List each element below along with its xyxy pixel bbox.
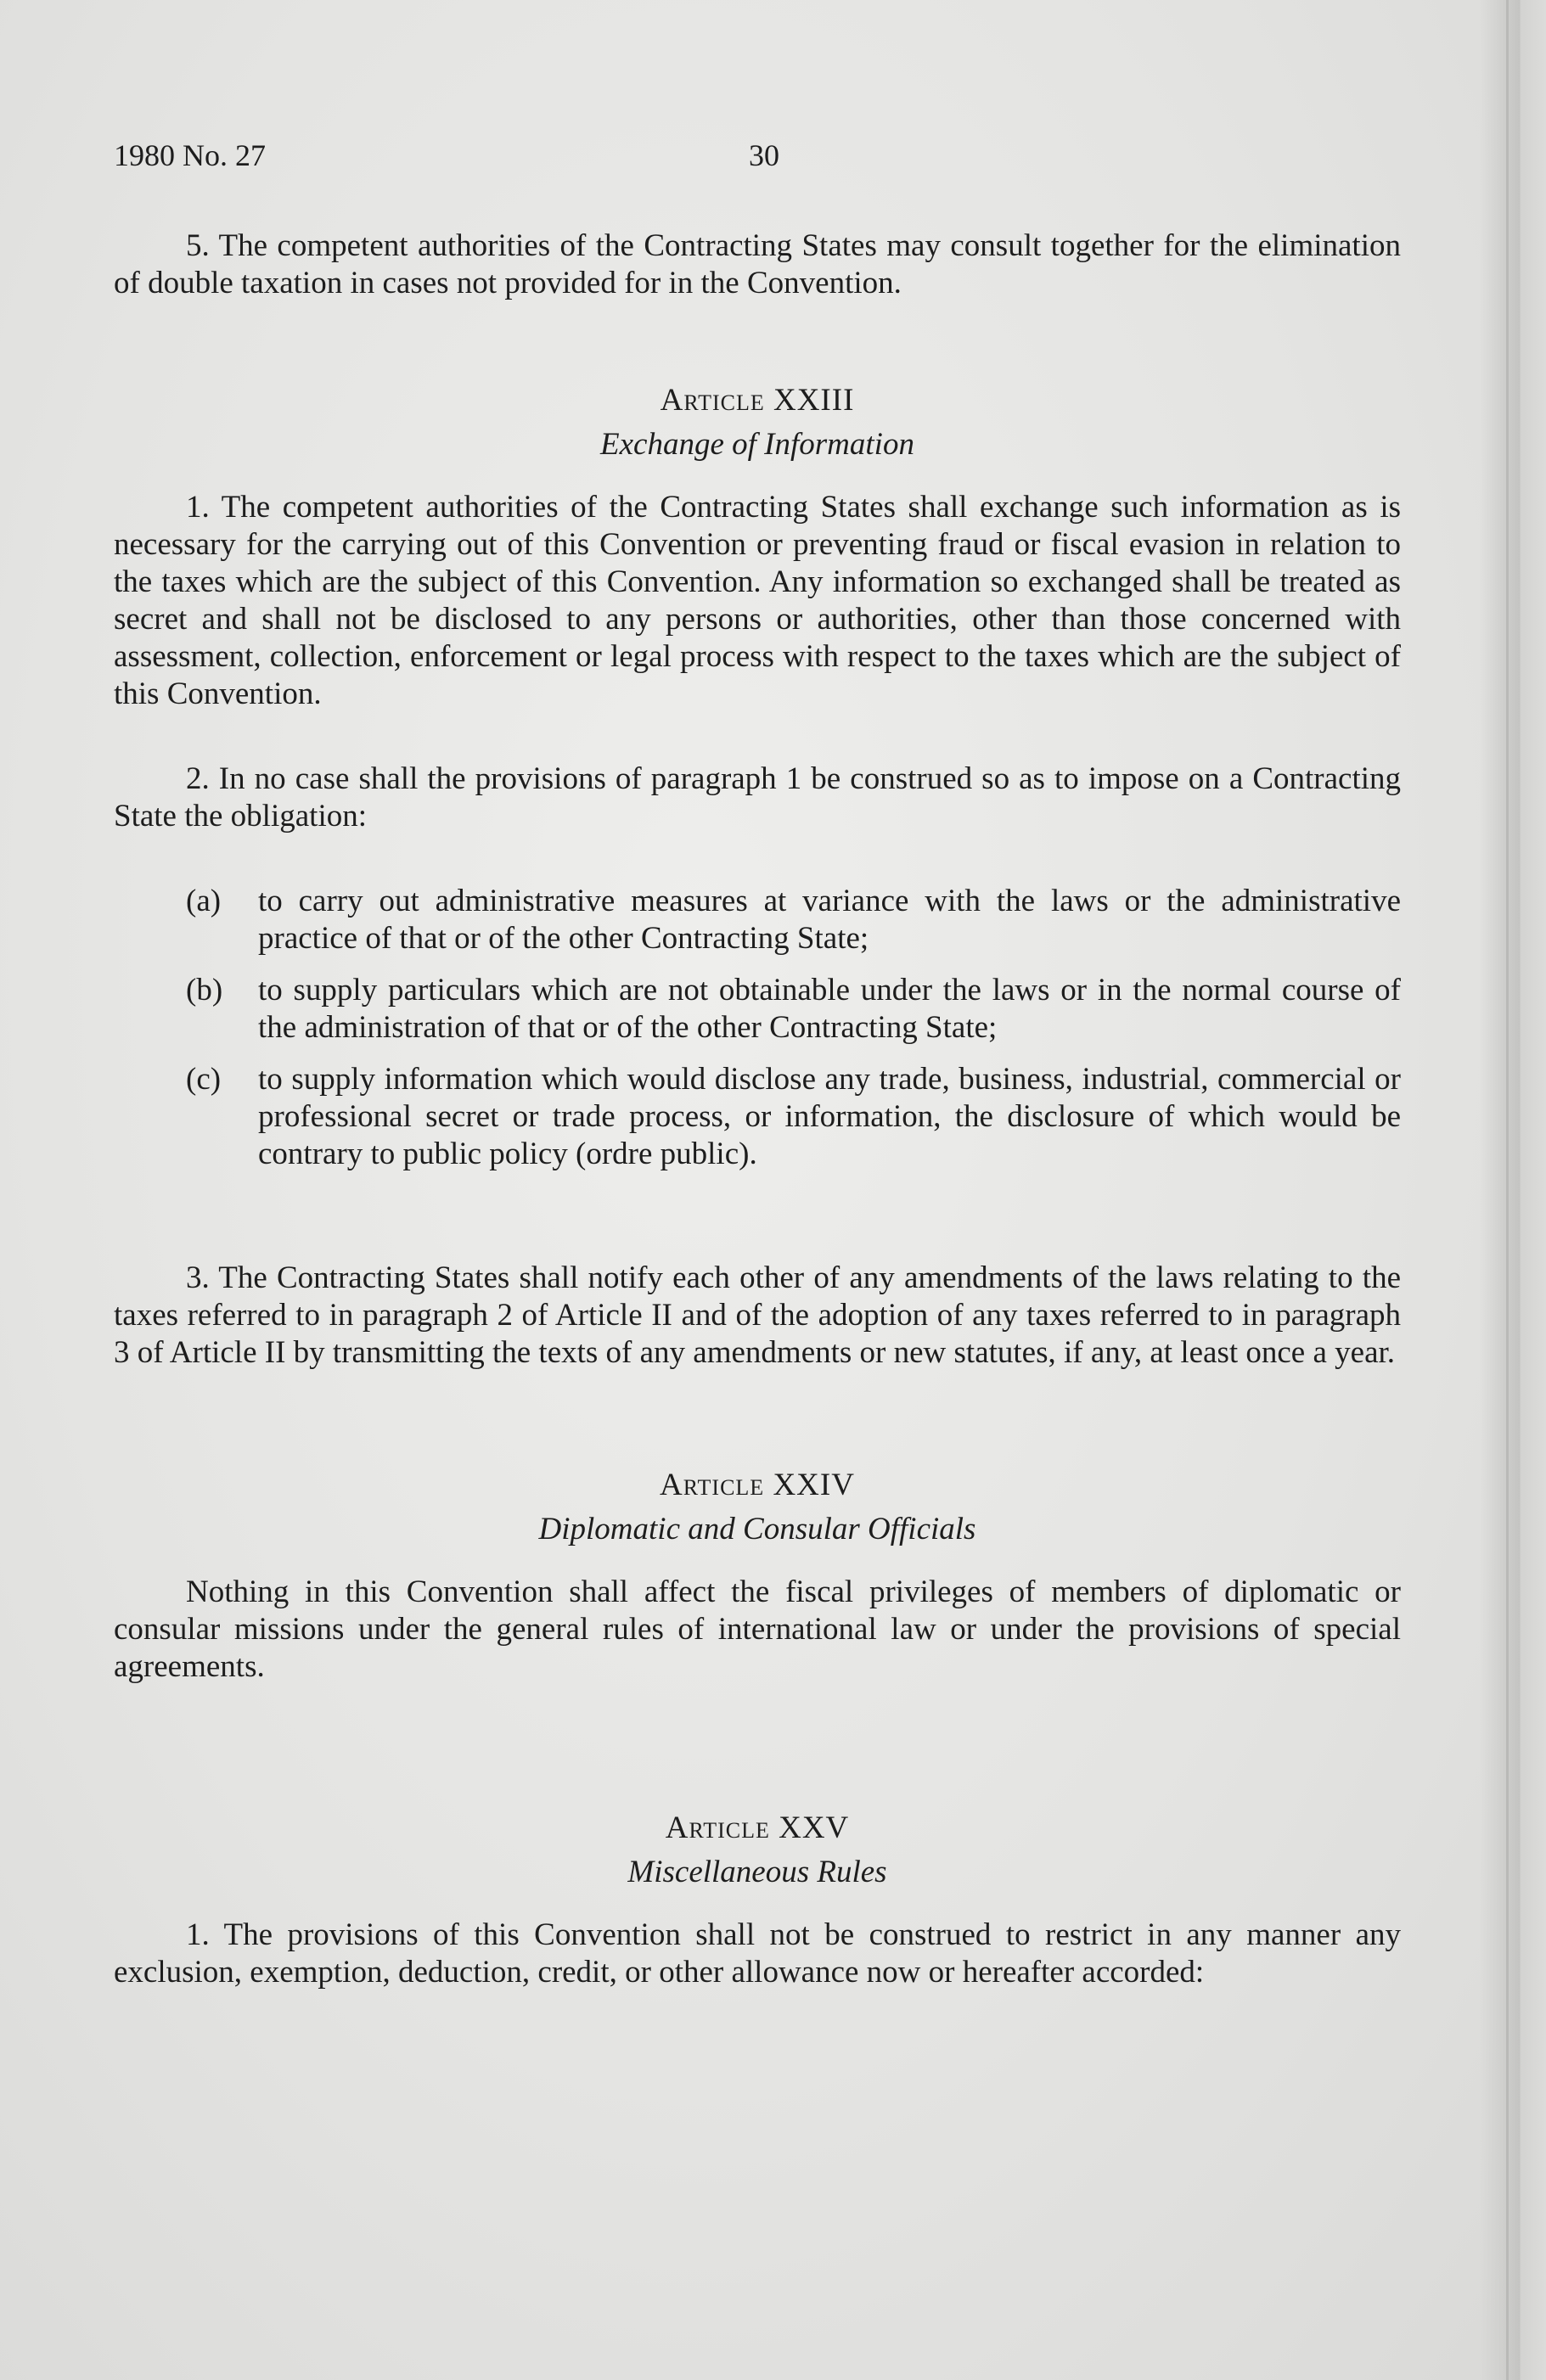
list-item-b <box>114 972 1401 1047</box>
article-23-title: Article XXIII <box>660 383 855 418</box>
page-number: 30 <box>749 138 779 172</box>
list-marker-a: (a) <box>186 884 222 918</box>
article-25-title: Article XXV <box>665 1810 850 1845</box>
binding-gutter-shadow <box>1480 0 1546 2380</box>
article-23-paragraph-2: 2. In no case shall the provisions of paragraph 1 be construed so as to impose on a Contracting State the obligation: <box>114 761 1401 834</box>
binding-gutter-line <box>1506 0 1509 2380</box>
article-25-paragraph-1: 1. The provisions of this Convention shall not be construed to restrict in any manner any exclusion, exemption, deduction, credit, or other allowance now or hereafter accorded: <box>114 1917 1401 1990</box>
article-25-subtitle: Miscellaneous Rules <box>627 1855 887 1889</box>
page-body <box>114 227 1401 1991</box>
article-24-subtitle: Diplomatic and Consular Officials <box>538 1512 976 1546</box>
article-24-title: Article XXIV <box>660 1468 855 1502</box>
document-reference: 1980 No. 27 <box>114 138 266 172</box>
list-marker-b: (b) <box>186 973 223 1008</box>
list-text-b: to supply particulars which are not obtainable under the laws or in the normal course of the administration of that or of the other Contracting State; <box>258 973 1401 1045</box>
list-item-c <box>114 1061 1401 1173</box>
page-header <box>114 136 1413 175</box>
list-marker-c: (c) <box>186 1062 222 1097</box>
list-text-c: to supply information which would disclose any trade, business, industrial, commercial or professional secret or trade process, or information, the disclosure of which would be contrary to public policy (ordre public). <box>258 1062 1401 1171</box>
article-23-paragraph-1: 1. The competent authorities of the Contracting States shall exchange such information as is necessary for the carrying out of this Convention or preventing fraud or fiscal evasion in relation to the taxes which are the subject of this Convention. Any information so exchanged shall be treated as secret and shall not be disclosed to any persons or authorities, other than those concerned with assessment, collection, enforcement or legal process with respect to the taxes which are the subject of this Convention. <box>114 490 1401 711</box>
list-item-a <box>114 883 1401 957</box>
paragraph-5: 5. The competent authorities of the Contracting States may consult together for the elimination of double taxation in cases not provided for in the Convention. <box>114 228 1401 300</box>
list-text-a: to carry out administrative measures at variance with the laws or the administrative practice of that or of the other Contracting State; <box>258 884 1401 956</box>
article-23-subtitle: Exchange of Information <box>600 427 914 462</box>
article-23-paragraph-3: 3. The Contracting States shall notify each other of any amendments of the laws relating to the taxes referred to in paragraph 2 of Article II and of the adoption of any taxes referred to in paragraph 3 of Article II by transmitting the texts of any amendments or new statutes, if any, at least once a year. <box>114 1260 1401 1370</box>
article-24-paragraph: Nothing in this Convention shall affect the fiscal privileges of members of diplomatic or consular missions under the general rules of international law or under the provisions of special agreements. <box>114 1575 1401 1684</box>
